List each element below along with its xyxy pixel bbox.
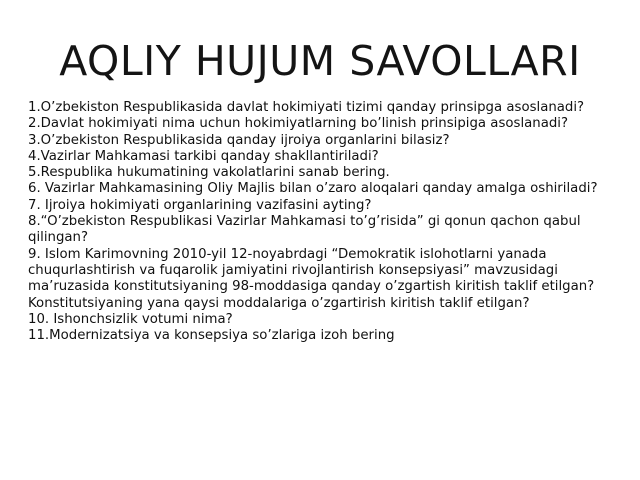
- question-item-3: 3.O’zbekiston Respublikasida qanday ijroiya organlarini bilasiz?: [28, 132, 450, 148]
- question-item-11: 11.Modernizatsiya va konsepsiya so’zlariga izoh bering: [28, 328, 395, 344]
- question-item-4: 4.Vazirlar Mahkamasi tarkibi qanday shakllantiriladi?: [28, 148, 379, 164]
- question-item-7: 7. Ijroiya hokimiyati organlarining vazifasini ayting?: [28, 197, 372, 213]
- question-list: [28, 100, 628, 344]
- question-item-5: 5.Respublika hukumatining vakolatlarini sanab bering.: [28, 165, 390, 181]
- slide-title: AQLIY HUJUM SAVOLLARI: [59, 37, 581, 85]
- question-item-8: 8.“O’zbekiston Respublikasi Vazirlar Mahkamasi to’g’risida” gi qonun qachon qabul qilingan?: [28, 214, 581, 246]
- question-item-6: 6. Vazirlar Mahkamasining Oliy Majlis bilan o’zaro aloqalari qanday amalga oshiriladi?: [28, 181, 598, 197]
- question-item-2: 2.Davlat hokimiyati nima uchun hokimiyatlarning bo’linish prinsipiga asoslanadi?: [28, 116, 569, 132]
- question-item-1: 1.O’zbekiston Respublikasida davlat hokimiyati tizimi qanday prinsipga asoslanadi?: [28, 100, 585, 115]
- question-item-9: 9. Islom Karimovning 2010-yil 12-noyabrdagi “Demokratik islohotlarni yanada chuqurlashtirish va fuqarolik jamiyatini rivojlantirish konsepsiyasi” mavzusidagi ma’ruzasida konstitutsiyaning 98-moddasiga qanday o’zgartish kiritish taklif etilgan?Konstitutsiyaning yana qaysi moddalariga o’zgartirish kiritish taklif etilgan?: [28, 246, 595, 311]
- question-item-10: 10. Ishonchsizlik votumi nima?: [28, 311, 233, 327]
